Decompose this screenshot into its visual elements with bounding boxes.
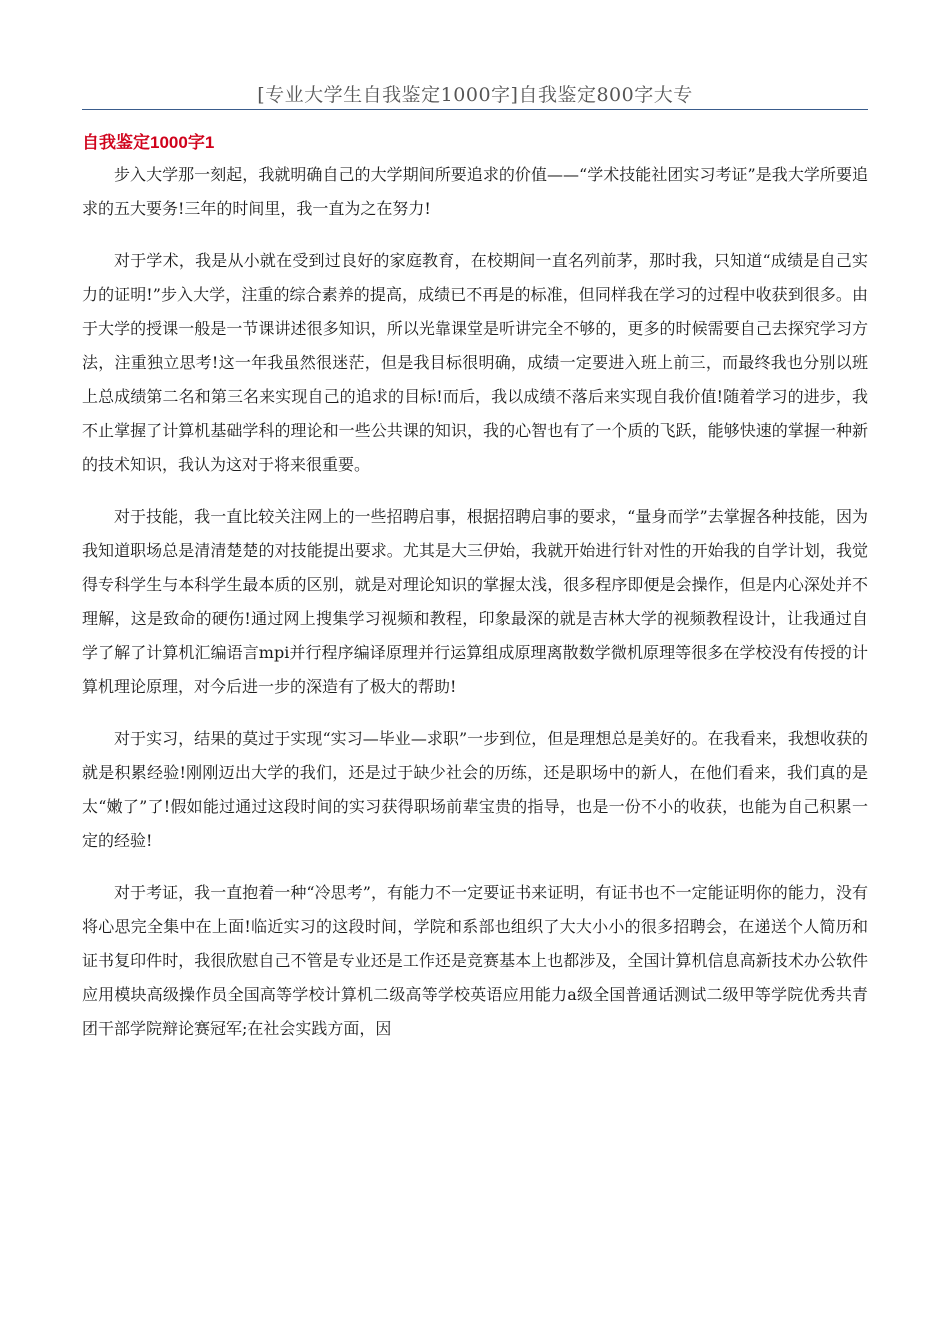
paragraph-academics: 对于学术，我是从小就在受到过良好的家庭教育，在校期间一直名列前茅，那时我，只知道“成绩是自己实力的证明!”步入大学，注重的综合素养的提高，成绩已不再是的标准，但同样我在学习的过程中收获到很多。由于大学的授课一般是一节课讲述很多知识，所以光靠课堂是听讲完全不够的，更多的时候需要自己去探究学习方法，注重独立思考!这一年我虽然很迷茫，但是我目标很明确，成绩一定要进入班上前三，而最终我也分别以班上总成绩第二名和第三名来实现自己的追求的目标!而后，我以成绩不落后来实现自我价值!随着学习的进步，我不止掌握了计算机基础学科的理论和一些公共课的知识，我的心智也有了一个质的飞跃，能够快速的掌握一种新的技术知识，我认为这对于将来很重要。	[82, 251, 868, 474]
document-body	[82, 158, 868, 1064]
paragraph-skills: 对于技能，我一直比较关注网上的一些招聘启事，根据招聘启事的要求，“量身而学”去掌握各种技能，因为我知道职场总是清清楚楚的对技能提出要求。尤其是大三伊始，我就开始进行针对性的开始我的自学计划，我觉得专科学生与本科学生最本质的区别，就是对理论知识的掌握太浅，很多程序即便是会操作，但是内心深处并不理解，这是致命的硬伤!通过网上搜集学习视频和教程，印象最深的就是吉林大学的视频教程设计，让我通过自学了解了计算机汇编语言mpi并行程序编译原理并行运算组成原理离散数学微机原理等很多在学校没有传授的计算机理论原理，对今后进一步的深造有了极大的帮助!	[82, 507, 868, 696]
section-title: 自我鉴定1000字1	[82, 133, 215, 152]
paragraph-internship: 对于实习，结果的莫过于实现“实习—毕业—求职”一步到位，但是理想总是美好的。在我看来，我想收获的就是积累经验!刚刚迈出大学的我们，还是过于缺少社会的历练，还是职场中的新人，在他们看来，我们真的是太“嫩了”了!假如能过通过这段时间的实习获得职场前辈宝贵的指导，也是一份不小的收获，也能为自己积累一定的经验!	[82, 729, 868, 850]
header-divider	[82, 109, 868, 110]
document-header-title: [专业大学生自我鉴定1000字]自我鉴定800字大专	[257, 84, 693, 106]
paragraph-intro: 步入大学那一刻起，我就明确自己的大学期间所要追求的价值——“学术技能社团实习考证”是我大学所要追求的五大要务!三年的时间里，我一直为之在努力!	[82, 165, 868, 218]
paragraph-certificates: 对于考证，我一直抱着一种“冷思考”，有能力不一定要证书来证明，有证书也不一定能证明你的能力，没有将心思完全集中在上面!临近实习的这段时间，学院和系部也组织了大大小小的很多招聘会，在递送个人简历和证书复印件时，我很欣慰自己不管是专业还是工作还是竞赛基本上也都涉及，全国计算机信息高新技术办公软件应用模块高级操作员全国高等学校计算机二级高等学校英语应用能力a级全国普通话测试二级甲等学院优秀共青团干部学院辩论赛冠军;在社会实践方面，因	[82, 883, 868, 1038]
